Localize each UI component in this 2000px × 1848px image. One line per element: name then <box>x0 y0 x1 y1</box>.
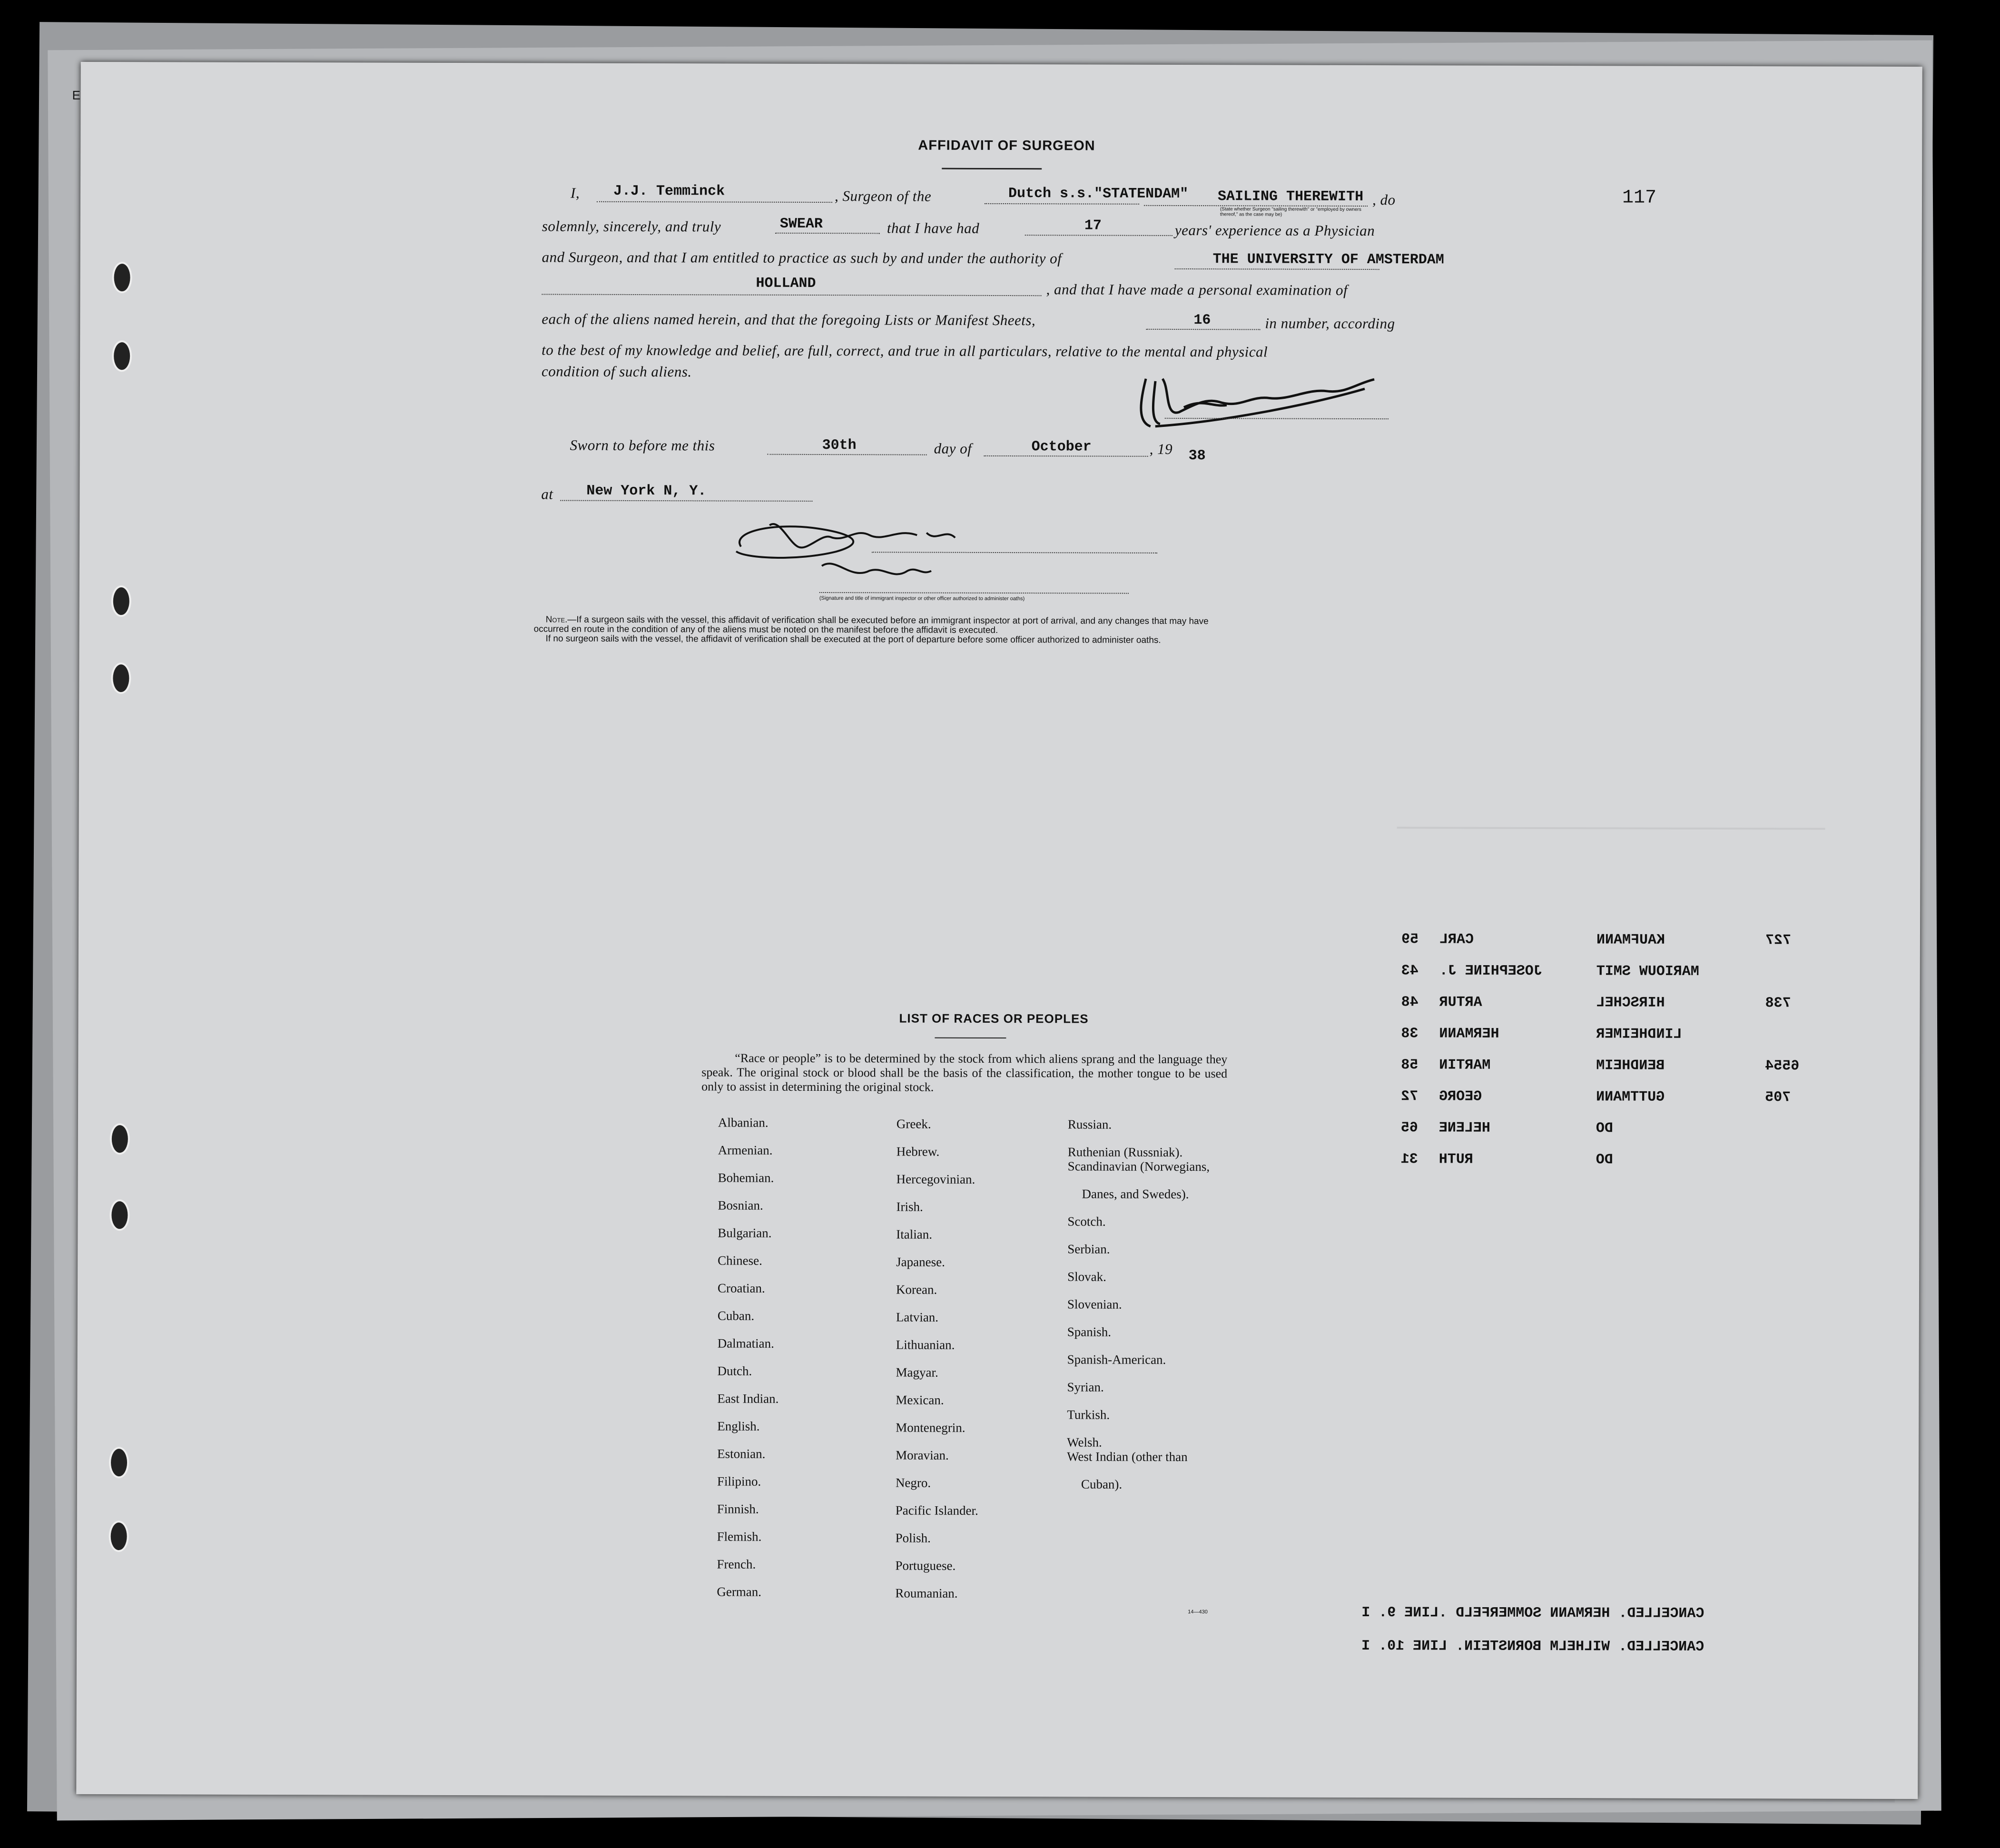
offset-cell <box>1439 1057 1490 1073</box>
affidavit-text: I, <box>571 184 580 201</box>
punch-hole <box>112 262 132 293</box>
fill-line <box>1025 235 1172 236</box>
fill-line <box>597 201 832 203</box>
race-item: Montenegrin. <box>896 1420 966 1435</box>
offset-num: 727 <box>1765 932 1792 949</box>
note-text: —If a surgeon sails with the vessel, this affidavit of verification shall be executed before an immigrant inspector at port of arrival, and any changes that may have <box>567 614 1209 627</box>
cancellation-line <box>1361 1605 1704 1622</box>
punch-hole <box>111 585 131 617</box>
offset-age: 48 <box>1401 994 1419 1011</box>
vessel-name: Dutch s.s."STATENDAM" <box>1008 186 1189 203</box>
race-item: Lithuanian. <box>896 1337 955 1352</box>
offset-cell <box>1439 1120 1490 1136</box>
race-item: Korean. <box>896 1282 937 1297</box>
race-item: Spanish-American. <box>1067 1352 1166 1367</box>
offset-cell <box>1401 931 1419 948</box>
offset-cell <box>1596 932 1665 948</box>
race-item: German. <box>717 1584 762 1599</box>
race-item: Pacific Islander. <box>895 1503 978 1518</box>
offset-cell <box>1596 1026 1682 1042</box>
offset-cell <box>1596 1057 1665 1074</box>
affidavit-text: condition of such aliens. <box>542 363 692 380</box>
affidavit-text: day of <box>934 440 972 457</box>
race-item: English. <box>717 1419 760 1433</box>
race-item: Polish. <box>895 1531 931 1545</box>
race-item: Hercegovinian. <box>896 1172 975 1186</box>
race-item: Scotch. <box>1067 1214 1106 1229</box>
race-item: Flemish. <box>717 1529 762 1544</box>
offset-given: CARL <box>1439 931 1474 948</box>
fill-line <box>1146 329 1260 330</box>
sheets-value: 16 <box>1193 312 1211 329</box>
offset-given: MARTIN <box>1439 1057 1491 1074</box>
race-item: Japanese. <box>896 1255 945 1269</box>
offset-surname: DO <box>1596 1120 1613 1137</box>
offset-cell <box>1439 994 1482 1010</box>
affidavit-text: solemnly, sincerely, and truly <box>542 217 721 235</box>
fill-line <box>542 294 1041 296</box>
offset-given: RUTH <box>1438 1151 1473 1168</box>
race-item: Roumanian. <box>895 1586 958 1601</box>
offset-num: 738 <box>1765 995 1791 1012</box>
page-number: 117 <box>1622 187 1657 209</box>
race-item: Russian. <box>1067 1117 1112 1132</box>
race-item: Ruthenian (Russniak). <box>1067 1145 1183 1160</box>
race-item: Slovenian. <box>1067 1297 1122 1312</box>
race-item: Cuban. <box>717 1308 755 1323</box>
sworn-day: 30th <box>822 437 857 454</box>
race-item: Welsh. <box>1067 1435 1102 1450</box>
offset-age: 31 <box>1400 1151 1418 1168</box>
note-line: occurred en route in the condition of any of the aliens must be noted on the manifest before the affidavit is executed. <box>533 624 998 635</box>
offset-cell <box>1401 1151 1418 1167</box>
affidavit-text: years' experience as a Physician <box>1174 221 1375 239</box>
offset-rule <box>1397 827 1825 830</box>
offset-cell <box>1401 994 1419 1010</box>
fill-line <box>1175 268 1379 270</box>
offset-given: HERMANN <box>1439 1026 1499 1042</box>
offset-cell <box>1401 1120 1418 1136</box>
fill-line <box>984 455 1148 457</box>
cancellation-line <box>1361 1638 1704 1655</box>
note-line: If no surgeon sails with the vessel, the affidavit of verification shall be executed at the port of departure before some officer authorized to administer oaths. <box>545 633 1161 645</box>
offset-cell <box>1439 1026 1499 1042</box>
offset-surname: KAUFMANN <box>1596 932 1665 949</box>
offset-surname: LINDHEIMER <box>1596 1026 1682 1043</box>
race-item: Estonian. <box>717 1446 766 1461</box>
fill-line <box>775 233 880 234</box>
race-item: Turkish. <box>1067 1407 1110 1422</box>
race-item: Magyar. <box>896 1365 938 1380</box>
punch-hole <box>112 340 132 372</box>
punch-hole <box>110 1123 130 1155</box>
sailing-status: SAILING THEREWITH <box>1217 188 1364 205</box>
offset-surname: MARIOUW SMIT <box>1596 963 1699 980</box>
race-item: French. <box>717 1557 756 1571</box>
fill-line <box>985 203 1139 205</box>
affidavit-text: to the best of my knowledge and belief, are full, correct, and true in all particulars, relative to the mental and physical <box>542 341 1268 360</box>
offset-num: 705 <box>1765 1089 1791 1106</box>
form-number: 14—430 <box>1188 1609 1208 1615</box>
note-label: Note. <box>545 614 568 625</box>
race-item: Italian. <box>896 1227 933 1242</box>
punch-hole <box>109 1447 129 1478</box>
race-item: Dutch. <box>717 1364 752 1378</box>
years-value: 17 <box>1084 217 1102 234</box>
offset-given: ARTUR <box>1439 994 1482 1011</box>
surgeon-name: J.J. Temminck <box>613 183 725 200</box>
punch-hole <box>109 1199 129 1231</box>
offset-surname: DO <box>1596 1152 1613 1168</box>
offset-age: 59 <box>1401 931 1419 948</box>
race-item: Syrian. <box>1067 1380 1104 1394</box>
race-item: Bosnian. <box>718 1198 763 1213</box>
offset-cell <box>1401 963 1419 979</box>
fill-line <box>768 454 927 455</box>
races-intro: “Race or people” is to be determined by the stock from which aliens sprang and the language they speak. The original stock or blood shall be the basis of the classification, the mother tongue to be used only to assist in determining the original stock. <box>701 1051 1228 1094</box>
affidavit-page <box>72 62 1922 1799</box>
fill-line <box>560 500 812 502</box>
authority-line2: HOLLAND <box>756 275 816 292</box>
margin-letter: E <box>72 88 80 102</box>
affidavit-text: , do <box>1372 191 1396 208</box>
race-item: Armenian. <box>718 1143 773 1157</box>
race-item: Portuguese. <box>895 1558 956 1573</box>
offset-cell <box>1596 1152 1613 1168</box>
race-item: Spanish. <box>1067 1324 1112 1339</box>
race-item: Moravian. <box>896 1448 949 1463</box>
oath-word: SWEAR <box>779 216 823 233</box>
race-item: Serbian. <box>1067 1242 1110 1256</box>
offset-cell <box>1401 1088 1418 1105</box>
affidavit-text: , 19 <box>1149 440 1173 457</box>
affidavit-text: that I have had <box>887 219 980 237</box>
offset-cell <box>1765 995 1791 1011</box>
offset-cell <box>1439 931 1474 948</box>
race-item: West Indian (other than <box>1067 1449 1188 1464</box>
race-item: Albanian. <box>718 1115 768 1130</box>
cancellation-text: CANCELLED. WILHELM BORNSTEIN. LINE 10. I <box>1361 1638 1704 1655</box>
race-item: Bohemian. <box>718 1170 774 1185</box>
offset-age: 72 <box>1401 1088 1419 1105</box>
offset-cell <box>1596 995 1665 1011</box>
offset-surname: GUTTMANN <box>1596 1089 1665 1106</box>
affidavit-text: , and that I have made a personal examination of <box>1046 281 1348 298</box>
offset-cell <box>1765 932 1791 949</box>
punch-hole <box>111 662 131 694</box>
affidavit-title: AFFIDAVIT OF SURGEON <box>918 138 1095 154</box>
race-item: Scandinavian (Norwegians, <box>1067 1159 1210 1174</box>
affidavit-text: and Surgeon, and that I am entitled to practice as such by and under the authority of <box>542 248 1062 267</box>
race-item: Negro. <box>895 1475 931 1490</box>
signature-caption: (Signature and title of immigrant inspector or other officer authorized to administer oaths) <box>819 595 1025 602</box>
offset-cell <box>1401 1026 1418 1042</box>
race-item: Danes, and Swedes). <box>1082 1186 1189 1202</box>
offset-cell <box>1596 1120 1613 1136</box>
title-rule <box>942 168 1042 170</box>
race-item: Croatian. <box>717 1281 765 1295</box>
race-item: East Indian. <box>717 1391 779 1406</box>
inspector-signature <box>727 513 993 599</box>
race-item: Mexican. <box>896 1393 944 1407</box>
race-item: Filipino. <box>717 1474 761 1489</box>
affidavit-text: at <box>541 485 553 503</box>
race-item: Chinese. <box>718 1253 762 1268</box>
offset-cell <box>1596 1089 1665 1105</box>
offset-cell <box>1401 1057 1418 1073</box>
sworn-year: 38 <box>1188 448 1206 464</box>
offset-given: JOSEPHINE J. <box>1439 963 1542 979</box>
offset-cell <box>1439 1151 1473 1167</box>
race-item: Irish. <box>896 1199 923 1214</box>
offset-cell <box>1596 963 1699 980</box>
offset-age: 65 <box>1400 1120 1418 1136</box>
offset-cell <box>1765 1058 1799 1074</box>
offset-surname: HIRSCHEL <box>1596 995 1665 1011</box>
race-item: Hebrew. <box>896 1144 940 1159</box>
affidavit-text: Sworn to before me this <box>570 436 715 454</box>
affidavit-text: , Surgeon of the <box>834 188 932 205</box>
authority-line1: THE UNIVERSITY OF AMSTERDAM <box>1212 251 1444 268</box>
race-item: Greek. <box>896 1117 931 1131</box>
offset-given: HELENE <box>1438 1120 1490 1136</box>
race-item: Dalmatian. <box>717 1336 774 1351</box>
offset-age: 43 <box>1401 963 1419 979</box>
surgeon-signature <box>1127 369 1393 436</box>
offset-cell <box>1765 1089 1791 1106</box>
offset-given: GEORG <box>1439 1088 1482 1105</box>
race-item: Latvian. <box>896 1310 939 1324</box>
offset-age: 38 <box>1401 1026 1419 1042</box>
sworn-place: New York N, Y. <box>586 483 707 500</box>
races-title: LIST OF RACES OR PEOPLES <box>899 1011 1089 1026</box>
cancellation-text: CANCELLED. HERMANN SOMMERFELD .LINE 9. I <box>1361 1604 1704 1622</box>
race-item: Slovak. <box>1067 1269 1106 1284</box>
affidavit-text: in number, according <box>1265 315 1395 332</box>
offset-cell <box>1439 1088 1482 1105</box>
punch-hole <box>109 1521 129 1552</box>
race-item: Bulgarian. <box>718 1225 772 1240</box>
offset-age: 58 <box>1401 1057 1419 1074</box>
sailing-note: (State whether Surgeon "sailing therewith" or "employed by owners thereof," as the case may be) <box>1220 207 1361 217</box>
race-item: Cuban). <box>1081 1477 1123 1492</box>
race-item: Finnish. <box>717 1502 759 1516</box>
offset-surname: BENDHEIM <box>1596 1057 1665 1074</box>
affidavit-text: each of the aliens named herein, and that the foregoing Lists or Manifest Sheets, <box>542 310 1036 329</box>
offset-num: 6554 <box>1765 1058 1800 1075</box>
offset-cell <box>1439 963 1542 979</box>
sworn-month: October <box>1031 439 1092 455</box>
